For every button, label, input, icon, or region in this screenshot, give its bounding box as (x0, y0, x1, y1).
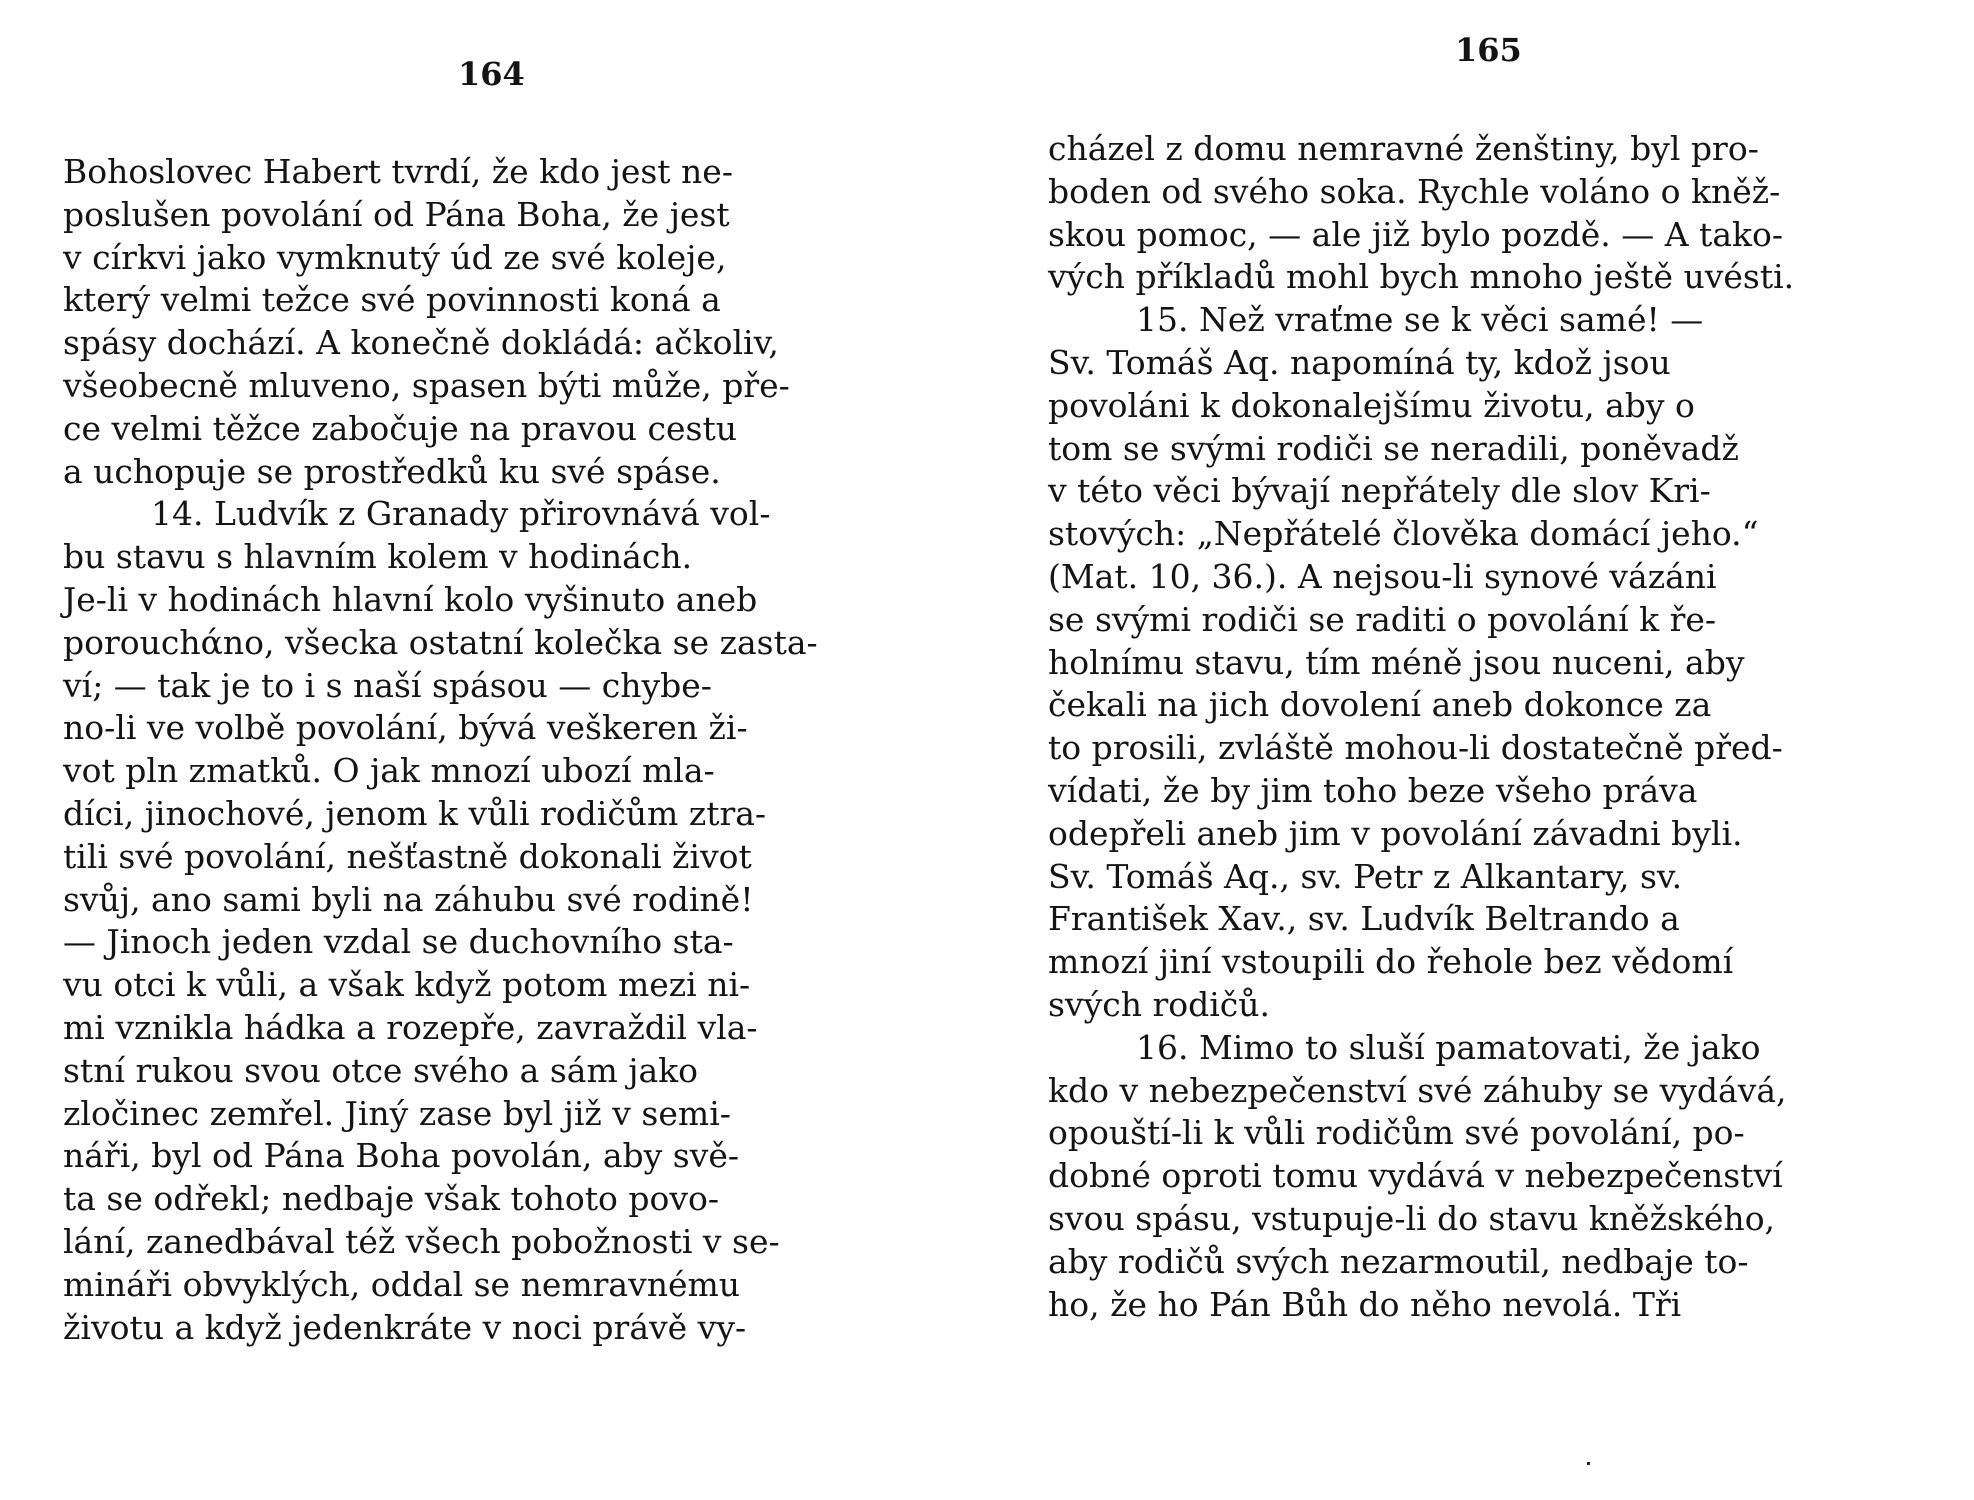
text-line: tili své povolání, nešťastně dokonali život (63, 836, 752, 876)
text-line: bu stavu s hlavním kolem v hodinách. (63, 537, 693, 577)
text-line: dobné oproti tomu vydává v nebezpečenství (1048, 1156, 1783, 1196)
text-line: spásy dochází. A konečně dokládá: ačkoliv, (63, 323, 779, 363)
text-line: to prosili, zvláště mohou-li dostatečně před- (1048, 728, 1783, 768)
text-line: vých příkladů mohl bych mnoho ještě uvésti. (1048, 257, 1795, 297)
text-line: Bohoslovec Habert tvrdí, že kdo jest ne- (63, 152, 733, 191)
text-line: náři, byl od Pána Boha povolán, aby svě- (63, 1136, 740, 1176)
text-line: vot pln zmatků. O jak mnozí ubozí mla- (63, 751, 715, 791)
left-page-text (63, 151, 938, 1349)
text-line: vídati, že by jim toho beze všeho práva (1048, 770, 1698, 810)
text-line: opouští-li k vůli rodičům své povolání, po- (1048, 1113, 1745, 1153)
text-line: svůj, ano sami byli na záhubu své rodině! (63, 879, 754, 919)
text-line: skou pomoc, — ale již bylo pozdě. — A tako- (1048, 214, 1784, 254)
text-line: životu a když jedenkráte v noci právě vy- (63, 1307, 747, 1347)
text-line: boden od svého soka. Rychle voláno o kněž- (1048, 171, 1781, 211)
text-line: povoláni k dokonalejšímu životu, aby o (1048, 385, 1695, 425)
text-line: František Xav., sv. Ludvík Beltrando a (1048, 899, 1680, 939)
text-line: ce velmi těžce zabočuje na pravou cestu (63, 408, 737, 448)
page-number-left: 164 (458, 55, 525, 93)
text-line: tom se svými rodiči se neradili, poněvadž (1048, 428, 1739, 468)
text-line: vu otci k vůli, a však když potom mezi ni- (63, 965, 751, 1005)
text-line: v této věci bývají nepřátely dle slov Kri- (1048, 471, 1711, 511)
right-page-text (1048, 128, 1913, 1326)
scan-speck (1587, 1462, 1590, 1465)
text-line: aby rodičů svých nezarmoutil, nedbaje to- (1048, 1241, 1749, 1281)
text-line: Sv. Tomáš Aq., sv. Petr z Alkantary, sv. (1048, 856, 1683, 896)
text-line: ví; — tak je to i s naší spásou — chybe- (63, 665, 712, 705)
text-line: který velmi težce své povinnosti koná a (63, 280, 721, 320)
text-line: mináři obvyklých, oddal se nemravnému (63, 1264, 741, 1304)
text-line: čekali na jich dovolení aneb dokonce za (1048, 685, 1712, 725)
text-line: Je-li v hodinách hlavní kolo vyšinuto aneb (63, 579, 758, 619)
right-page (987, 0, 1974, 1500)
text-line: a uchopuje se prostředků ku své spáse. (63, 451, 721, 491)
text-line: — Jinoch jeden vzdal se duchovního sta- (63, 922, 734, 962)
text-line: 14. Ludvík z Granady přirovnává vol- (151, 494, 771, 534)
text-line: ta se odřekl; nedbaje však tohoto povo- (63, 1179, 720, 1219)
text-line: díci, jinochové, jenom k vůli rodičům ztra- (63, 793, 767, 833)
text-line: lání, zanedbával též všech pobožnosti v se- (63, 1221, 780, 1261)
text-line: v církvi jako vymknutý úd ze své koleje, (63, 237, 727, 277)
text-line: porouchάno, všecka ostatní kolečka se zasta- (63, 622, 818, 662)
text-line: 16. Mimo to sluší pamatovati, že jako (1136, 1027, 1761, 1067)
text-line: svou spásu, vstupuje-li do stavu kněžského, (1048, 1198, 1776, 1238)
text-line: svých rodičů. (1048, 984, 1270, 1024)
text-line: zločinec zemřel. Jiný zase byl již v semi- (63, 1093, 731, 1133)
text-line: (Mat. 10, 36.). A nejsou-li synové vázáni (1048, 556, 1717, 596)
text-line: se svými rodiči se raditi o povolání k ře- (1048, 599, 1717, 639)
text-line: stní rukou svou otce svého a sám jako (63, 1050, 698, 1090)
text-line: ho, že ho Pán Bůh do něho nevolá. Tři (1048, 1284, 1682, 1324)
text-line: mnozí jiní vstoupili do řehole bez vědomí (1048, 942, 1734, 982)
text-line: poslušen povolání od Pána Boha, že jest (63, 194, 730, 234)
text-line: Sv. Tomáš Aq. napomíná ty, kdož jsou (1048, 342, 1671, 382)
text-line: odepřeli aneb jim v povolání závadni byli. (1048, 813, 1743, 853)
text-line: holnímu stavu, tím méně jsou nuceni, aby (1048, 642, 1745, 682)
text-line: všeobecně mluveno, spasen býti může, pře- (63, 365, 790, 405)
text-line: 15. Než vraťme se k věci samé! — (1136, 300, 1704, 340)
text-line: no-li ve volbě povolání, bývá veškeren ži- (63, 708, 748, 748)
text-line: stových: „Nepřátelé člověka domácí jeho.“ (1048, 514, 1759, 554)
page-number-right: 165 (1455, 31, 1522, 69)
text-line: kdo v nebezpečenství své záhuby se vydává, (1048, 1070, 1787, 1110)
text-line: mi vznikla hádka a rozepře, zavraždil vla- (63, 1007, 758, 1047)
text-line: cházel z domu nemravné ženštiny, byl pro- (1048, 129, 1759, 168)
